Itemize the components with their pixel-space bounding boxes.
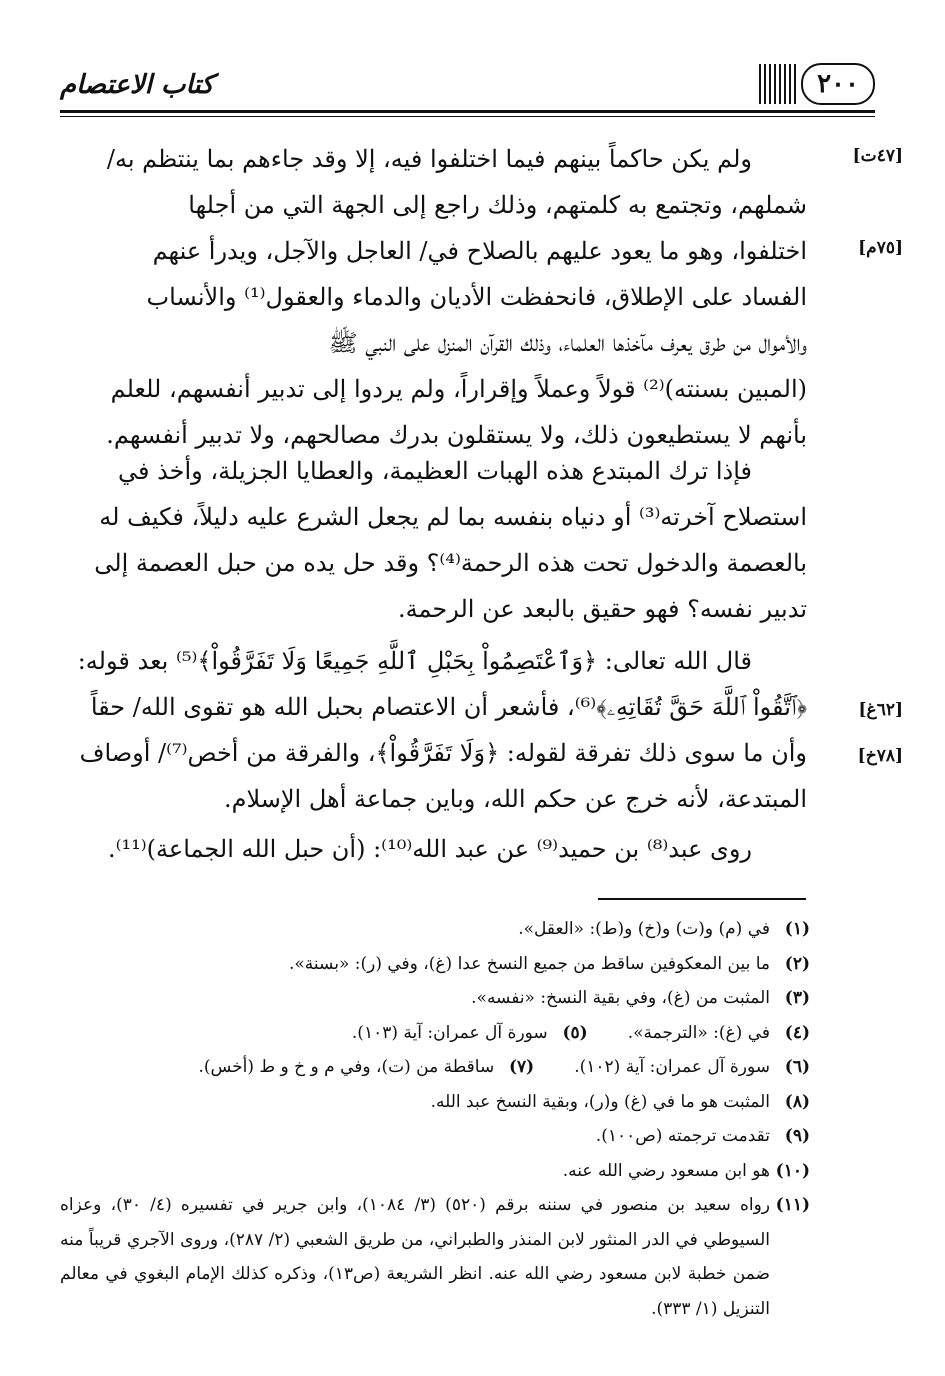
footnote-number: (٨) (784, 1091, 810, 1112)
footnote-number: (٤) (784, 1022, 810, 1043)
paragraph-1 (62, 136, 807, 458)
text-line: والأموال من طرق يعرف مآخذها العلماء، وذلك القرآن المنزل على النبي ﷺ (328, 329, 807, 357)
text-line: وأن ما سوى ذلك تفرقة لقوله: ﴿وَلَا تَفَرَّقُواْ﴾، والفرقة من أخص⁽⁷⁾/ أوصاف (79, 739, 807, 767)
text-line: ولم يكن حاكماً بينهم فيما اختلفوا فيه، إلا وقد جاءهم بما ينتظم به/ (106, 145, 752, 173)
text-line: الفساد على الإطلاق، فانحفظت الأديان والدماء والعقول⁽¹⁾ والأنساب (146, 283, 807, 311)
page-number: ٢٠٠ (801, 63, 875, 105)
footnote-text: هو ابن مسعود رضي الله عنه. (562, 1160, 770, 1181)
footnote-number: (١٠) (775, 1160, 810, 1181)
book-title: كتاب الاعتصام (60, 70, 214, 100)
footnote (60, 947, 810, 982)
footnote (60, 981, 810, 1016)
text-line: قال الله تعالى: ﴿وَٱعْتَصِمُواْ بِحَبْلِ ٱللَّهِ جَمِيعًا وَلَا تَفَرَّقُواْ﴾⁽⁵⁾ بعد قوله: (77, 647, 752, 675)
footnote (628, 1016, 810, 1051)
footnote (60, 1119, 810, 1154)
text-line: شملهم، وتجتمع به كلمتهم، وذلك راجع إلى الجهة التي من أجلها (188, 191, 807, 219)
header-rule (60, 110, 875, 113)
margin-ref: [٧٨خ] (857, 746, 903, 766)
text-line: اختلفوا، وهو ما يعود عليهم بالصلاح في/ العاجل والآجل، ويدرأ عنهم (152, 237, 807, 265)
footnote-number: (٣) (784, 988, 810, 1008)
footnote (60, 1085, 810, 1120)
footnote (60, 1154, 810, 1189)
text-line: المبتدعة، لأنه خرج عن حكم الله، وباين جماعة أهل الإسلام. (223, 785, 807, 813)
text-line: استصلاح آخرته⁽³⁾ أو دنياه بنفسه بما لم يجعل الشرع عليه دليلاً، فكيف له (99, 503, 807, 531)
footnote-text: في (غ): «الترجمة». (627, 1022, 770, 1043)
margin-ref: [٧٥م] (858, 238, 903, 258)
text-line: فإذا ترك المبتدع هذه الهبات العظيمة، والعطايا الجزيلة، وأخذ في (117, 457, 752, 485)
margin-ref: [٤٧ت] (852, 146, 903, 166)
footnotes (60, 912, 810, 1326)
footnote-text: في (م) و(ت) و(خ) و(ط): «العقل». (518, 919, 770, 939)
footnote-row (60, 1016, 810, 1051)
footnote-number: (١١) (775, 1195, 810, 1215)
header-rule-thin (60, 116, 875, 117)
footnote-text: سورة آل عمران: آية (١٠٢). (574, 1057, 770, 1077)
footnote (198, 1050, 534, 1085)
footnote-row (60, 1050, 810, 1085)
footnote-number: (٢) (784, 953, 810, 974)
footnote-text: سورة آل عمران: آية (١٠٣). (351, 1022, 548, 1043)
text-line: روى عبد⁽⁸⁾ بن حميد⁽⁹⁾ عن عبد الله⁽¹⁰⁾: (أن حبل الله الجماعة)⁽¹¹⁾. (107, 835, 752, 863)
footnote (60, 912, 810, 947)
footnote-text: رواه سعيد بن منصور في سننه برقم (٥٢٠) (٣/ ١٠٨٤)، وابن جرير في تفسيره (٤/ ٣٠)، وعزاه السيوطي في الدر المنثور لابن المنذر والطبراني، من طريق الشعبي (٢/ ٢٨٧)، وروى الآجري قريباً منه ضمن خطبة لابن مسعود رضي الله عنه. انظر الشريعة (ص١٣)، وذكره كذلك الإمام البغوي في معالم التنزيل (١/ ٣٣٣). (60, 1195, 770, 1319)
footnote-number: (٧) (508, 1057, 535, 1077)
footnote-text: ساقطة من (ت)، وفي م و خ و ط (أخس). (198, 1057, 495, 1077)
text-line: تدبير نفسه؟ فهو حقيق بالبعد عن الرحمة. (398, 595, 807, 623)
text-line: بالعصمة والدخول تحت هذه الرحمة⁽⁴⁾؟ وقد حل يده من حبل العصمة إلى (94, 549, 807, 577)
footnote-number: (١) (784, 919, 810, 939)
footnote-text: ما بين المعكوفين ساقط من جميع النسخ عدا (غ)، وفي (ر): «بسنة». (289, 953, 770, 974)
footnote-number: (٩) (784, 1126, 810, 1146)
footnote-text: المثبت هو ما في (غ) و(ر)، وبقية النسخ عبد الله. (430, 1091, 770, 1112)
footnote-separator (598, 898, 806, 900)
paragraph-3 (62, 638, 807, 822)
margin-ref: [٦٢غ] (858, 700, 903, 720)
footnote (574, 1050, 810, 1085)
paragraph-4 (62, 826, 807, 872)
text-line: (المبين بسنته)⁽²⁾ قولاً وعملاً وإقراراً، ولم يردوا إلى تدبير أنفسهم، للعلم (110, 375, 807, 403)
footnote (352, 1016, 588, 1051)
page-number-ornament (757, 62, 875, 106)
footnote (60, 1188, 810, 1326)
paragraph-2 (62, 448, 807, 632)
footnote-text: تقدمت ترجمته (ص١٠٠). (595, 1126, 770, 1146)
page-header (60, 62, 875, 116)
footnote-text: المثبت من (غ)، وفي بقية النسخ: «نفسه». (471, 988, 770, 1008)
hatch-ornament (757, 64, 797, 104)
footnote-number: (٥) (562, 1022, 588, 1043)
text-line: بأنهم لا يستطيعون ذلك، ولا يستقلون بدرك مصالحهم، ولا تدبير أنفسهم. (106, 421, 807, 449)
text-line: ﴿ٱتَّقُواْ ٱللَّهَ حَقَّ تُقَاتِهِۦ﴾⁽⁶⁾، فأشعر أن الاعتصام بحبل الله هو تقوى الله/ حقاً (90, 693, 807, 721)
footnote-number: (٦) (784, 1057, 810, 1077)
